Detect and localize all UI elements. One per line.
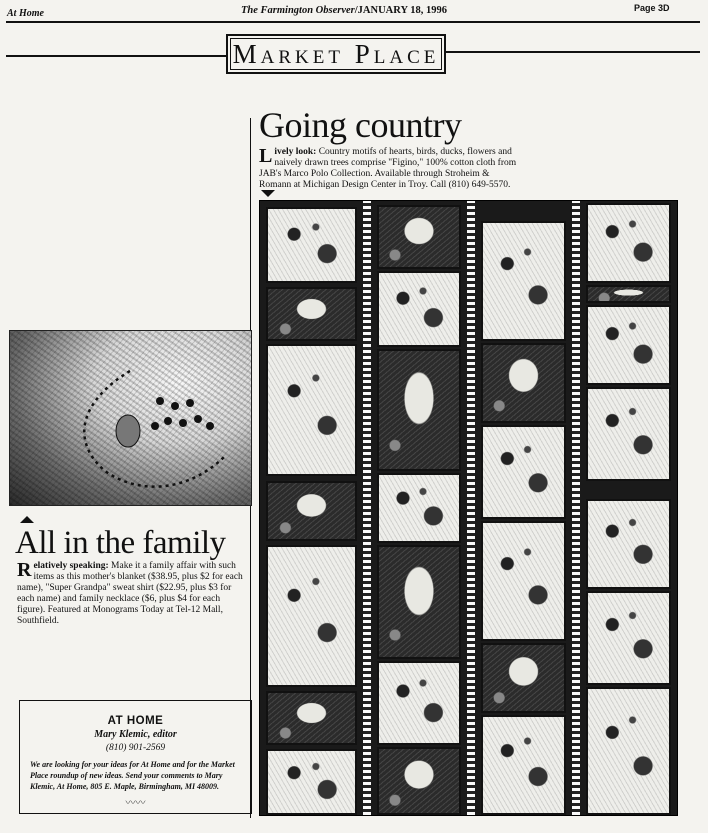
info-box-title: AT HOME (107, 715, 164, 727)
fabric-tile (266, 287, 357, 341)
header-rule (6, 21, 700, 23)
fabric-tile (377, 271, 461, 347)
fabric-column (260, 201, 363, 815)
fabric-tile (266, 344, 357, 476)
fabric-tile (266, 207, 357, 283)
info-box-phone: (810) 901-2569 (105, 743, 166, 753)
fabric-tile (481, 521, 566, 641)
fabric-tile (266, 691, 357, 745)
fabric-tile (586, 285, 671, 303)
page-number: Page 3D (634, 3, 670, 13)
pointer-up-icon (20, 516, 34, 523)
fabric-tile (586, 203, 671, 283)
masthead-date: /JANUARY 18, 1996 (354, 5, 448, 16)
fabric-tile (266, 545, 357, 687)
caption-going-country (259, 147, 521, 191)
family-items-photo (9, 330, 252, 506)
fabric-tile (481, 425, 566, 519)
fabric-tile (266, 749, 357, 815)
fabric-tile (377, 473, 461, 543)
caption-lead: ively look: (274, 147, 317, 157)
caption-all-in-the-family (17, 561, 249, 627)
fabric-stripe (467, 201, 475, 815)
caption-body: Make it a family affair with such items as this mother's blanket ($38.95, plus $2 for each name), "Super Grandpa" sweat shirt ($22.95, plus $3 for each name) and family necklace ($6, plus $4 for each figure). Featured at Monograms Today at Tel-12 Mall, Southfield. (17, 561, 243, 626)
fabric-tile (586, 687, 671, 815)
fabric-column (371, 201, 467, 815)
necklace-graphic (10, 331, 252, 506)
info-box-body: We are looking for your ideas for At Home and for the Market Place roundup of new ideas. Send your comments to Mary Klemic, At Home, 805 E. Maple, Birmingham, MI 48009. (30, 760, 235, 791)
masthead-paper: The Farmington Observer (241, 5, 355, 16)
fabric-tile (586, 305, 671, 385)
section-label: At Home (7, 8, 44, 19)
fabric-column (475, 201, 572, 815)
fabric-photo (259, 200, 678, 816)
pointer-down-icon (261, 190, 275, 197)
fabric-tile (586, 499, 671, 589)
caption-lead: elatively speaking: (33, 561, 109, 571)
info-box-editor: Mary Klemic, editor (94, 729, 177, 740)
caption-body: Country motifs of hearts, birds, ducks, flowers and naively drawn trees comprise "Figino," 100% cotton cloth from JAB's Marco Polo Collection. Available through Stroheim & Romann at Michigan Design Center in Troy. Call (810) 649-5570. (259, 147, 517, 190)
fabric-tile (481, 715, 566, 815)
banner-rule-right (446, 51, 700, 53)
at-home-info-box (19, 700, 252, 814)
fabric-tile (377, 545, 461, 659)
fabric-tile (377, 205, 461, 269)
headline-all-in-the-family: All in the family (15, 525, 226, 561)
fabric-tile (377, 747, 461, 815)
headline-going-country: Going country (259, 105, 462, 145)
fabric-tile (481, 343, 566, 423)
fabric-stripe (572, 201, 580, 815)
dropcap: L (259, 145, 273, 167)
fabric-tile (586, 591, 671, 685)
dropcap: R (17, 559, 32, 581)
banner-rule-left (6, 55, 226, 57)
section-title: Market Place (232, 38, 440, 69)
fabric-stripe (363, 201, 371, 815)
fabric-tile (481, 221, 566, 341)
fabric-tile (377, 349, 461, 471)
section-title-box (226, 34, 446, 74)
fabric-tile (586, 387, 671, 481)
fabric-column (580, 201, 677, 815)
masthead (241, 5, 447, 16)
fabric-tile (266, 481, 357, 541)
fabric-tile (377, 661, 461, 745)
fabric-tile (481, 643, 566, 713)
squiggle-ornament-icon: 〰〰 (125, 798, 146, 809)
